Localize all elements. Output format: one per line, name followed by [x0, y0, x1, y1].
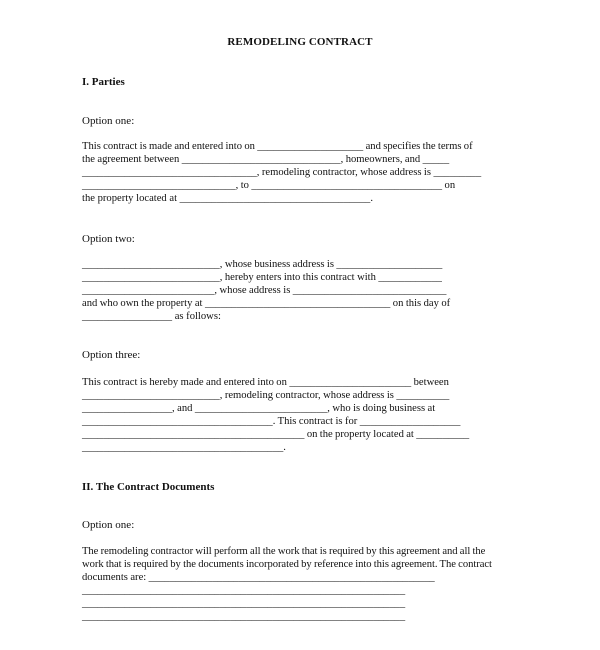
text-line: _________________, and _________________________, who is doing business at [82, 403, 436, 414]
section-heading-contract-documents: II. The Contract Documents [82, 481, 215, 493]
option-label-one: Option one: [82, 519, 135, 531]
text-line: and who own the property at ___________________________________ on this day of [82, 298, 451, 309]
option-label-one: Option one: [82, 115, 135, 127]
text-line: the property located at ____________________________________. [82, 193, 373, 204]
text-line: work that is required by the documents incorporated by reference into this agreement. The contract [82, 559, 492, 570]
text-line: _____________________________________________________________ [82, 598, 406, 609]
text-line: _____________________________________________________________ [82, 611, 406, 622]
option-label-three: Option three: [82, 349, 141, 361]
text-line: This contract is hereby made and entered into on _______________________ between [82, 377, 449, 388]
text-line: documents are: ______________________________________________________ [82, 572, 435, 583]
text-line: __________________________, whose business address is ____________________ [82, 259, 443, 270]
document-title: REMODELING CONTRACT [227, 36, 373, 48]
text-line: the agreement between ______________________________, homeowners, and _____ [82, 154, 450, 165]
section-heading-parties: I. Parties [82, 76, 125, 88]
text-line: The remodeling contractor will perform all the work that is required by this agreement and all the [82, 546, 486, 557]
option-label-two: Option two: [82, 233, 135, 245]
text-line: ____________________________________. This contract is for ___________________ [82, 416, 461, 427]
text-line: _________________________, whose address is _____________________________ [82, 285, 447, 296]
text-line: _____________________________________________________________ [82, 585, 406, 596]
text-line: This contract is made and entered into on ____________________ and specifies the terms of [82, 141, 473, 152]
text-line: __________________________, remodeling contractor, whose address is __________ [82, 390, 450, 401]
text-line: _________________ as follows: [82, 311, 221, 322]
text-line: ______________________________________. [82, 442, 286, 453]
text-line: _________________________________, remodeling contractor, whose address is _________ [82, 167, 482, 178]
text-line: _____________________________, to ____________________________________ on [82, 180, 456, 191]
text-line: __________________________________________ on the property located at __________ [82, 429, 470, 440]
text-line: __________________________, hereby enters into this contract with ____________ [82, 272, 442, 283]
